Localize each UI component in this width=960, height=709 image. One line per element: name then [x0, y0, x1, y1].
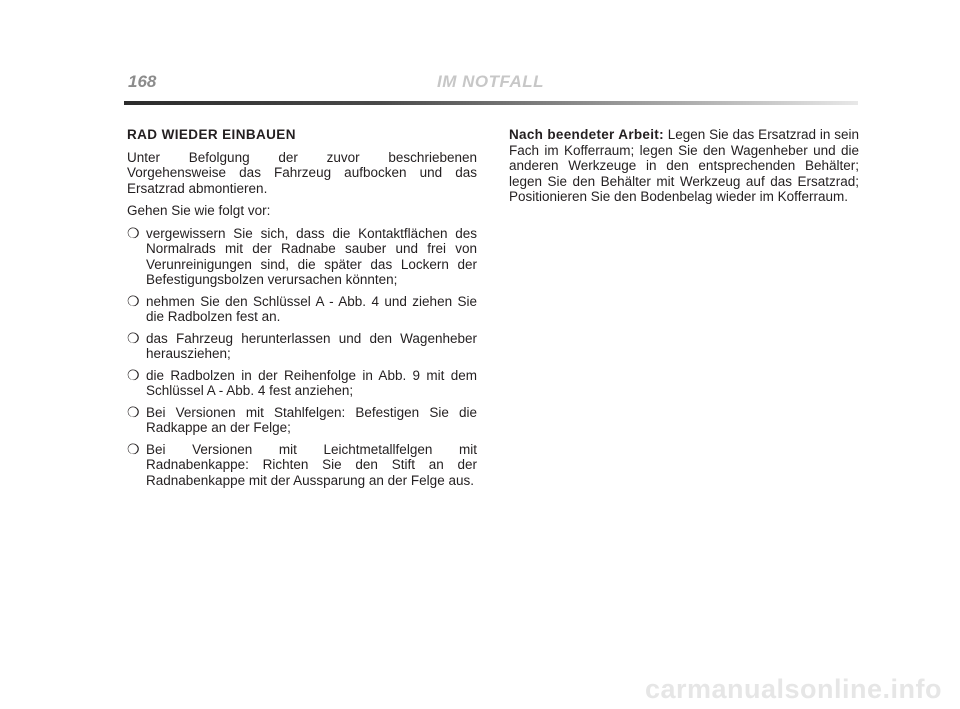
page-number: 168: [128, 72, 157, 91]
bullet-icon: ❍: [127, 366, 140, 383]
bullet-icon: ❍: [127, 403, 140, 420]
list-item: [127, 442, 477, 489]
list-item-text: die Radbolzen in der Reihenfolge in Abb. 9 mit dem Schlüssel A - Abb. 4 fest anziehen;: [146, 367, 477, 398]
list-item: [127, 226, 477, 288]
list-item-text: Bei Versionen mit Leichtmetallfelgen mit Radnabenkappe: Richten Sie den Stift an der Radnabenkappe mit der Aussparung an der Felge aus.: [146, 441, 477, 488]
list-item: [127, 368, 477, 399]
right-column: [509, 127, 859, 212]
list-item-text: das Fahrzeug herunterlassen und den Wagenheber herausziehen;: [146, 330, 477, 361]
section-heading: RAD WIEDER EINBAUEN: [127, 127, 296, 142]
bullet-icon: ❍: [127, 292, 140, 309]
list-item: [127, 331, 477, 362]
list-item: [127, 294, 477, 325]
section-title: IM NOTFALL: [437, 72, 544, 91]
left-column: [127, 127, 477, 494]
steps-intro: Gehen Sie wie folgt vor:: [127, 203, 271, 218]
list-item: [127, 405, 477, 436]
watermark: carmanualsonline.info: [644, 674, 942, 704]
closing-paragraph: [509, 127, 859, 205]
closing-text: Legen Sie das Ersatzrad in sein Fach im Kofferraum; legen Sie den Wagenheber und die anderen Werkzeuge in den entsprechenden Behälter; legen Sie den Behälter mit Werkzeug auf das Ersatzrad; Positionieren Sie den Bodenbelag wieder im Kofferraum.: [509, 127, 859, 204]
closing-lead: Nach beendeter Arbeit:: [509, 127, 664, 142]
bullet-icon: ❍: [127, 329, 140, 346]
list-item-text: nehmen Sie den Schlüssel A - Abb. 4 und ziehen Sie die Radbolzen fest an.: [146, 293, 477, 324]
steps-list: [127, 226, 477, 489]
header-rule: [124, 101, 858, 105]
bullet-icon: ❍: [127, 224, 140, 241]
bullet-icon: ❍: [127, 440, 140, 457]
intro-paragraph: Unter Befolgung der zuvor beschriebenen Vorgehensweise das Fahrzeug aufbocken und das Ersatzrad abmontieren.: [127, 149, 477, 196]
list-item-text: vergewissern Sie sich, dass die Kontaktflächen des Normalrads mit der Radnabe sauber und frei von Verunreinigungen sind, die später das Lockern der Befestigungsbolzen verursachen könnten;: [146, 225, 477, 287]
list-item-text: Bei Versionen mit Stahlfelgen: Befestigen Sie die Radkappe an der Felge;: [146, 404, 477, 435]
